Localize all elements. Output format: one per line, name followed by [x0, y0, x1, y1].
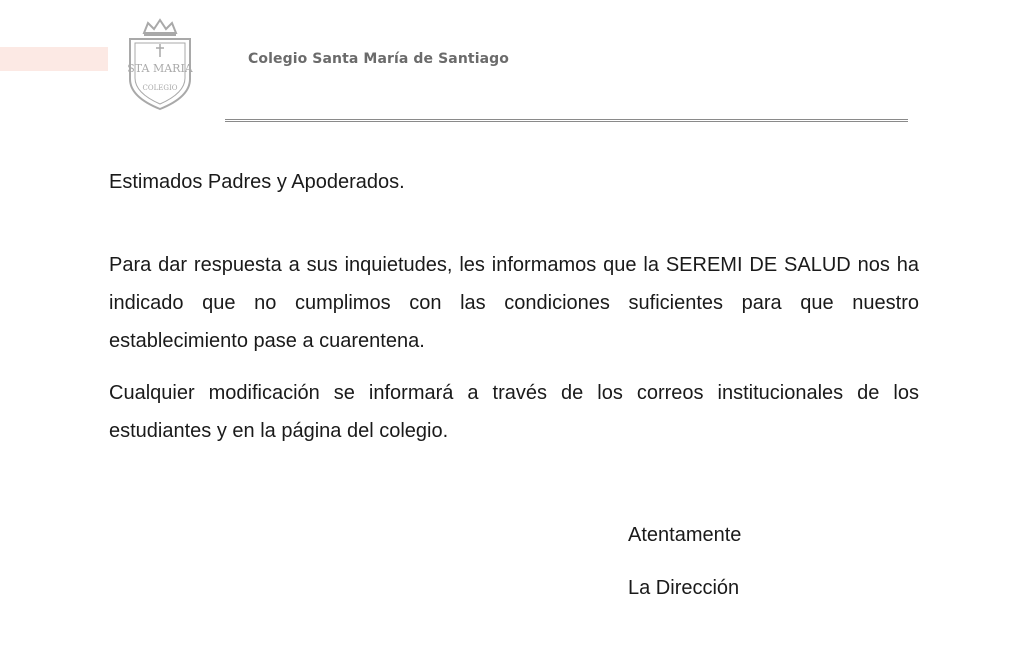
- letter-signature: La Dirección: [628, 577, 740, 599]
- school-crest-icon: [122, 17, 198, 113]
- letter-paragraph-1: Para dar respuesta a sus inquietudes, les informamos que la SEREMI DE SALUD nos ha indicado que no cumplimos con las condiciones suficientes para que nuestro establecimiento pase a cuarentena.: [109, 254, 919, 352]
- school-name: Colegio Santa María de Santiago: [248, 51, 509, 67]
- header-divider: [225, 119, 908, 122]
- crest-text-bottom: COLEGIO: [142, 84, 178, 92]
- letter-closing: Atentamente: [628, 524, 742, 546]
- crest-text-top: STA MARIA: [127, 62, 193, 75]
- header-accent-bar: [0, 47, 108, 71]
- letter-paragraph-2: Cualquier modificación se informará a través de los correos institucionales de los estudiantes y en la página del colegio.: [109, 382, 919, 442]
- letter-salutation: Estimados Padres y Apoderados.: [109, 171, 405, 193]
